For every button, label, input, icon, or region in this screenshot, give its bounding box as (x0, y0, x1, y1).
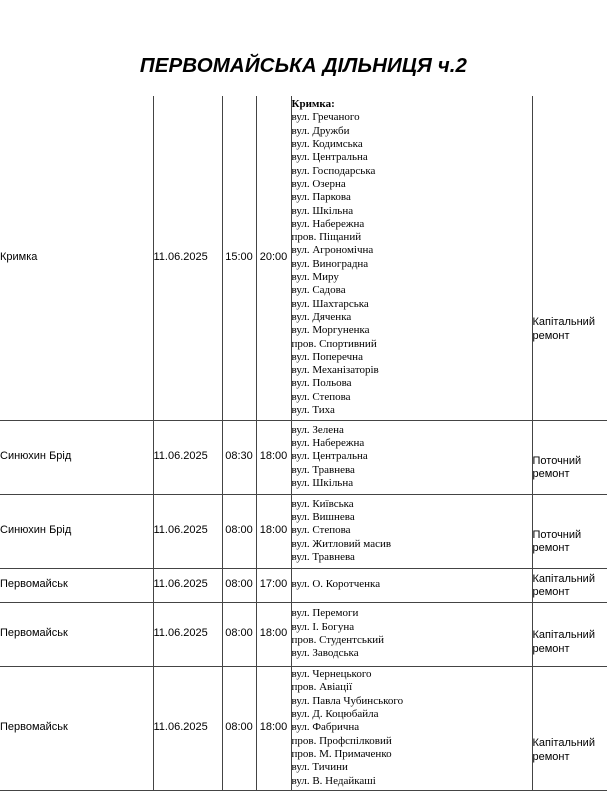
location-cell: Первомайськ (0, 568, 153, 602)
street-item: пров. Піщаний (292, 231, 532, 244)
street-item: пров. Авіації (292, 681, 532, 694)
street-item: вул. Агрономічна (292, 244, 532, 257)
street-item: вул. Тичини (292, 761, 532, 774)
street-item: вул. Центральна (292, 450, 532, 463)
streets-cell (291, 420, 532, 494)
work-type-cell (532, 666, 607, 790)
date-cell: 11.06.2025 (153, 494, 222, 568)
street-item: вул. Набережна (292, 437, 532, 450)
end-time-cell: 18:00 (256, 602, 291, 666)
start-time-cell: 08:00 (222, 568, 256, 602)
street-item: вул. Механізаторів (292, 364, 532, 377)
location-cell: Первомайськ (0, 602, 153, 666)
table-row (0, 420, 607, 494)
work-type-label: Капітальний ремонт (533, 612, 607, 656)
table-row (0, 96, 607, 420)
street-item: вул. І. Богуна (292, 621, 532, 634)
street-item: пров. Профспілковий (292, 735, 532, 748)
street-item: вул. Виноградна (292, 258, 532, 271)
street-item: вул. Озерна (292, 178, 532, 191)
date-cell: 11.06.2025 (153, 420, 222, 494)
street-item: пров. М. Примаченко (292, 748, 532, 761)
street-item: вул. Травнева (292, 551, 532, 564)
table-row (0, 666, 607, 790)
work-type-cell (532, 420, 607, 494)
end-time-cell: 18:00 (256, 420, 291, 494)
location-cell: Кримка (0, 96, 153, 420)
outage-schedule-table (0, 96, 607, 791)
date-cell: 11.06.2025 (153, 666, 222, 790)
street-item: вул. Дяченка (292, 311, 532, 324)
work-type-label: Поточний ремонт (533, 433, 607, 482)
street-item: вул. Д. Коцюбайла (292, 708, 532, 721)
street-item: вул. О. Коротченка (292, 578, 532, 591)
start-time-cell: 08:30 (222, 420, 256, 494)
street-item: вул. Поперечна (292, 351, 532, 364)
street-item: вул. Садова (292, 284, 532, 297)
street-item: вул. Центральна (292, 151, 532, 164)
start-time-cell: 08:00 (222, 602, 256, 666)
work-type-cell (532, 568, 607, 602)
street-item: вул. Житловий масив (292, 538, 532, 551)
streets-cell (291, 494, 532, 568)
street-item: вул. Моргуненка (292, 324, 532, 337)
location-cell: Синюхин Брід (0, 420, 153, 494)
street-item: вул. Дружби (292, 125, 532, 138)
street-item: вул. Степова (292, 524, 532, 537)
street-item: вул. Київська (292, 498, 532, 511)
street-item: вул. Вишнева (292, 511, 532, 524)
end-time-cell: 18:00 (256, 494, 291, 568)
work-type-label: Капітальний ремонт (533, 571, 607, 600)
street-item: вул. В. Недайкаші (292, 775, 532, 788)
street-item: вул. Тиха (292, 404, 532, 417)
streets-header: Кримка: (292, 98, 532, 111)
work-type-cell (532, 96, 607, 420)
street-item: вул. Миру (292, 271, 532, 284)
start-time-cell: 15:00 (222, 96, 256, 420)
date-cell: 11.06.2025 (153, 602, 222, 666)
street-item: вул. Польова (292, 377, 532, 390)
location-cell: Синюхин Брід (0, 494, 153, 568)
street-item: вул. Гречаного (292, 111, 532, 124)
street-item: вул. Травнева (292, 464, 532, 477)
page-title: ПЕРВОМАЙСЬКА ДІЛЬНИЦЯ ч.2 (0, 52, 607, 80)
street-item: вул. Паркова (292, 191, 532, 204)
work-type-label: Поточний ремонт (533, 507, 607, 556)
street-item: вул. Фабрична (292, 721, 532, 734)
streets-cell (291, 666, 532, 790)
end-time-cell: 17:00 (256, 568, 291, 602)
table-row (0, 602, 607, 666)
date-cell: 11.06.2025 (153, 96, 222, 420)
start-time-cell: 08:00 (222, 494, 256, 568)
streets-cell (291, 602, 532, 666)
table-row (0, 494, 607, 568)
street-item: вул. Набережна (292, 218, 532, 231)
table-row (0, 568, 607, 602)
date-cell: 11.06.2025 (153, 568, 222, 602)
work-type-label: Капітальний ремонт (533, 172, 607, 343)
street-item: вул. Перемоги (292, 607, 532, 620)
street-item: пров. Студентський (292, 634, 532, 647)
work-type-cell (532, 602, 607, 666)
street-item: вул. Павла Чубинського (292, 695, 532, 708)
end-time-cell: 20:00 (256, 96, 291, 420)
work-type-cell (532, 494, 607, 568)
streets-cell (291, 568, 532, 602)
start-time-cell: 08:00 (222, 666, 256, 790)
end-time-cell: 18:00 (256, 666, 291, 790)
street-item: вул. Шкільна (292, 205, 532, 218)
street-item: вул. Шахтарська (292, 298, 532, 311)
street-item: вул. Шкільна (292, 477, 532, 490)
streets-cell (291, 96, 532, 420)
street-item: вул. Зелена (292, 424, 532, 437)
street-item: вул. Господарська (292, 165, 532, 178)
street-item: вул. Кодимська (292, 138, 532, 151)
street-item: пров. Спортивний (292, 338, 532, 351)
street-item: вул. Степова (292, 391, 532, 404)
street-item: вул. Чернецького (292, 668, 532, 681)
location-cell: Первомайськ (0, 666, 153, 790)
work-type-label: Капітальний ремонт (533, 692, 607, 764)
street-item: вул. Заводська (292, 647, 532, 660)
